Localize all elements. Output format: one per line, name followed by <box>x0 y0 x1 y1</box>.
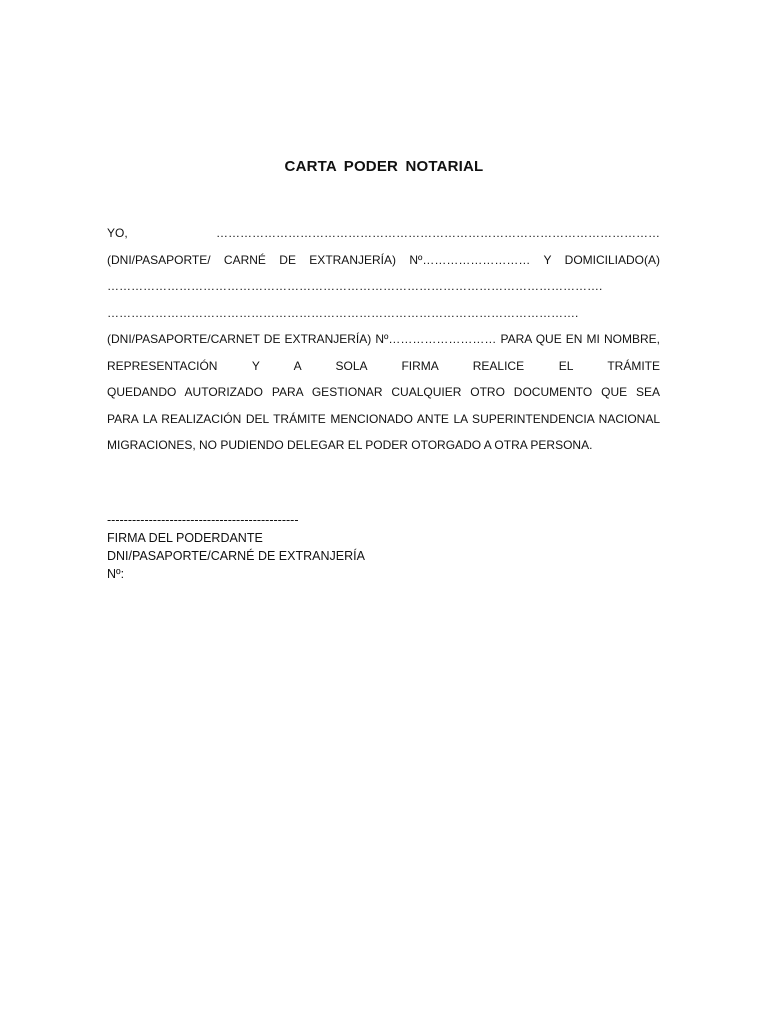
body-line-7: QUEDANDO AUTORIZADO PARA GESTIONAR CUALQUIER OTRO DOCUMENTO QUE SEA <box>107 385 660 399</box>
body-line-4: ………………………………………………………………………………………………………. <box>107 305 579 320</box>
document-title: CARTA PODER NOTARIAL <box>284 158 484 175</box>
signature-block <box>107 511 365 583</box>
signature-label: FIRMA DEL PODERDANTE <box>107 531 263 545</box>
body-line-3: ……………………………………………………………………………………………………………. <box>107 279 603 293</box>
document-body <box>107 220 660 459</box>
body-line-8: PARA LA REALIZACIÓN DEL TRÁMITE MENCIONADO ANTE LA SUPERINTENDENCIA NACIONAL <box>107 411 660 426</box>
body-line-9: MIGRACIONES, NO PUDIENDO DELEGAR EL PODER OTORGADO A OTRA PERSONA. <box>107 438 593 452</box>
body-line-2: (DNI/PASAPORTE/ CARNÉ DE EXTRANJERÍA) Nº……………………… Y DOMICILIADO(A) <box>107 252 660 267</box>
signature-id-type: DNI/PASAPORTE/CARNÉ DE EXTRANJERÍA <box>107 549 365 563</box>
body-line-1: YO, ………………………………………………………………………………………………… <box>107 226 660 240</box>
signature-number-label: Nº: <box>107 567 125 581</box>
body-line-5: (DNI/PASAPORTE/CARNET DE EXTRANJERÍA) Nº……………………… PARA QUE EN MI NOMBRE, <box>107 332 660 346</box>
body-line-6: REPRESENTACIÓN Y A SOLA FIRMA REALICE EL TRÁMITE <box>107 358 660 373</box>
signature-line: ---------------------------------------------- <box>107 513 299 527</box>
